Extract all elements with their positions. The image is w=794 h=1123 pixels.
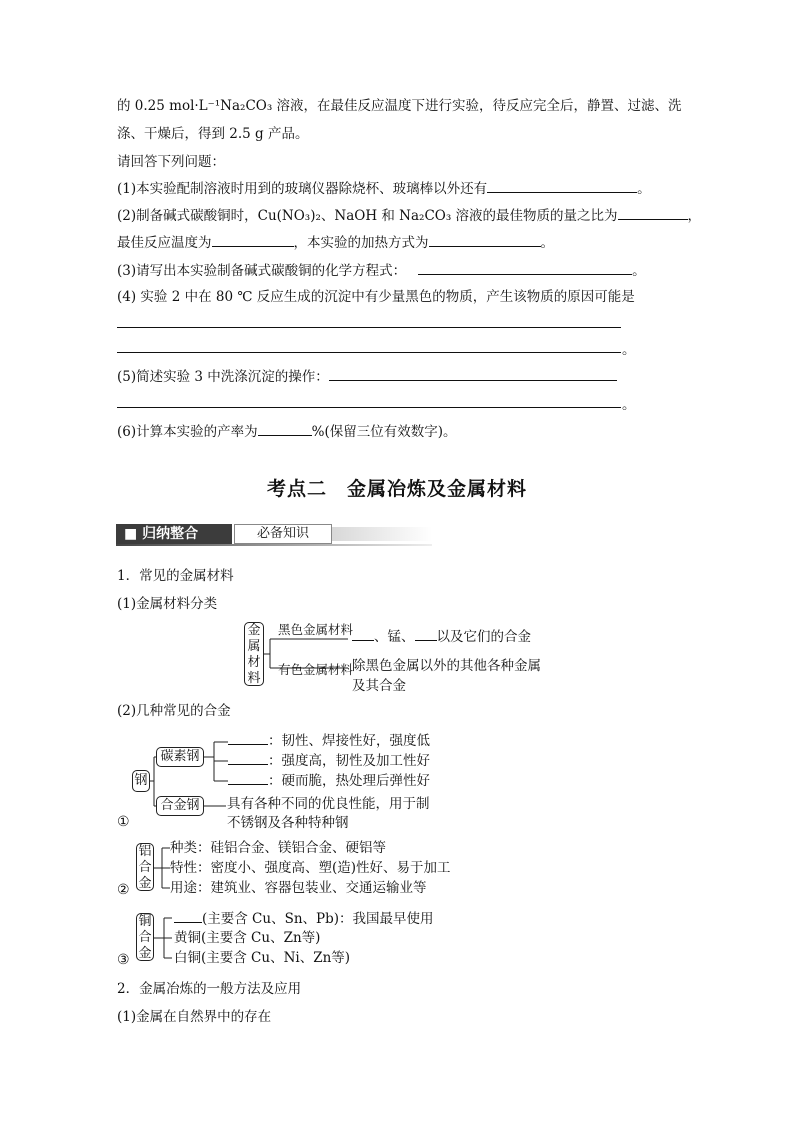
answer-blank-6[interactable] xyxy=(258,421,312,436)
nonferrous-label: 有色金属材料 xyxy=(278,662,354,677)
aluminum-alloy-properties: 特性：密度小、强度高、塑(造)性好、易于加工 xyxy=(170,860,451,876)
aluminum-alloy-uses: 用途：建筑业、容器包装业、交通运输业等 xyxy=(170,880,427,896)
carbon-steel-item-2 xyxy=(228,750,430,771)
copper-alloy-root-label xyxy=(136,914,154,962)
part1-heading: 1．常见的金属材料 xyxy=(117,568,234,584)
steel-blank-2[interactable] xyxy=(228,750,268,765)
question-2-text-b: 最佳反应温度为 xyxy=(117,235,212,251)
cu-root-char-2: 合 xyxy=(138,930,152,945)
answer-blank-3[interactable] xyxy=(418,260,632,275)
answer-blank-2b[interactable] xyxy=(212,232,294,247)
answer-line-4b[interactable] xyxy=(117,352,621,353)
answer-line-4a[interactable] xyxy=(117,327,621,328)
root-char-2: 属 xyxy=(247,639,261,654)
banner-tag: 必备知识 xyxy=(234,524,332,544)
question-2-mid-b: ，本实验的加热方式为 xyxy=(293,235,429,251)
brass-item: 黄铜(主要含 Cu、Zn等) xyxy=(174,930,321,946)
answer-blank-1[interactable] xyxy=(487,178,637,193)
cupronickel-item: 白铜(主要含 Cu、Ni、Zn等) xyxy=(174,950,351,966)
question-1-end: 。 xyxy=(637,181,651,197)
question-4: (4) 实验 2 中在 80 ℃ 反应生成的沉淀中有少量黑色的物质，产生该物质的原因可能是 xyxy=(117,289,635,305)
metal-material-root-label xyxy=(244,623,264,687)
ferrous-desc-b: 以及它们的合金 xyxy=(436,629,531,645)
root-char-4: 料 xyxy=(247,671,261,686)
alloy-steel-desc-1: 具有各种不同的优良性能，用于制 xyxy=(227,796,430,812)
al-root-char-2: 合 xyxy=(138,860,152,875)
part2-heading: 2．金属冶炼的一般方法及应用 xyxy=(117,981,302,997)
question-2-text-a: (2)制备碱式碳酸铜时，Cu(NO₃)₂、NaOH 和 Na₂CO₃ 溶液的最佳物质的量之比为 xyxy=(117,208,618,224)
question-6-text-b: %(保留三位有效数字)。 xyxy=(311,424,457,440)
carbon-steel-item-1-text: ：韧性、焊接性好，强度低 xyxy=(268,733,430,749)
steel-blank-1[interactable] xyxy=(228,730,268,745)
circled-number-1: ① xyxy=(117,814,130,830)
section-banner xyxy=(116,524,432,546)
ferrous-desc-a: 、锰、 xyxy=(374,629,415,645)
carbon-steel-label: 碳素钢 xyxy=(160,749,200,764)
question-2-end-b: 。 xyxy=(540,235,554,251)
question-5 xyxy=(117,366,617,387)
carbon-steel-item-3 xyxy=(228,770,430,791)
carbon-steel-item-2-text: ：强度高，韧性及加工性好 xyxy=(268,753,430,769)
ferrous-blank-1[interactable] xyxy=(352,626,374,641)
cu-root-char-1: 铜 xyxy=(138,914,152,929)
answer-line-5b[interactable] xyxy=(117,407,621,408)
answer-blank-5[interactable] xyxy=(329,366,617,381)
root-char-3: 材 xyxy=(247,655,261,670)
question-6-text-a: (6)计算本实验的产率为 xyxy=(117,424,258,440)
question-5-text: (5)简述实验 3 中洗涤沉淀的操作： xyxy=(117,369,329,385)
aluminum-alloy-types: 种类：硅铝合金、镁铝合金、硬铝等 xyxy=(170,840,386,856)
part1-sub2: (2)几种常见的合金 xyxy=(117,703,231,719)
banner-main-label: ■ 归纳整合 xyxy=(116,524,232,544)
bronze-blank[interactable] xyxy=(174,908,202,923)
bronze-item-text: (主要含 Cu、Sn、Pb)：我国最早使用 xyxy=(202,911,434,927)
question-6 xyxy=(117,421,457,442)
intro-line-1: 的 0.25 mol·L⁻¹Na₂CO₃ 溶液，在最佳反应温度下进行实验，待反应完全后，静置、过滤、洗 xyxy=(117,98,682,114)
al-root-char-3: 金 xyxy=(138,876,152,891)
ferrous-desc xyxy=(352,626,531,647)
nonferrous-desc-2: 及其合金 xyxy=(352,678,406,694)
alloy-steel-desc-2: 不锈钢及各种特种钢 xyxy=(227,815,349,831)
circled-number-2: ② xyxy=(117,882,130,898)
ferrous-blank-2[interactable] xyxy=(415,626,437,641)
steel-root-label: 钢 xyxy=(134,773,148,788)
question-1-text: (1)本实验配制溶液时用到的玻璃仪器除烧杯、玻璃棒以外还有 xyxy=(117,181,488,197)
carbon-steel-item-3-text: ：硬而脆，热处理后弹性好 xyxy=(268,773,430,789)
question-4-end: 。 xyxy=(622,342,636,358)
carbon-steel-item-1 xyxy=(228,730,430,751)
question-2-line-a xyxy=(117,205,701,226)
question-2-line-b xyxy=(117,232,554,253)
steel-blank-3[interactable] xyxy=(228,770,268,785)
section-title: 考点二 金属冶炼及金属材料 xyxy=(266,478,527,500)
questions-prompt: 请回答下列问题： xyxy=(117,154,225,170)
nonferrous-desc-1: 除黑色金属以外的其他各种金属 xyxy=(352,658,541,674)
bronze-item xyxy=(174,908,434,929)
question-5-end: 。 xyxy=(622,397,636,413)
question-3-end: 。 xyxy=(632,263,646,279)
intro-line-2: 涤、干燥后，得到 2.5 g 产品。 xyxy=(117,126,309,142)
answer-blank-2c[interactable] xyxy=(429,232,541,247)
part2-sub1: (1)金属在自然界中的存在 xyxy=(117,1009,272,1025)
alloy-steel-label: 合金钢 xyxy=(160,798,200,813)
ferrous-label: 黑色金属材料 xyxy=(278,622,354,637)
circled-number-3: ③ xyxy=(117,952,130,968)
cu-root-char-3: 金 xyxy=(138,946,152,961)
answer-blank-2a[interactable] xyxy=(618,205,688,220)
part1-sub1: (1)金属材料分类 xyxy=(117,596,218,612)
banner-fade xyxy=(332,527,432,541)
root-char-1: 金 xyxy=(247,623,261,638)
aluminum-alloy-root-label xyxy=(136,844,154,892)
al-root-char-1: 铝 xyxy=(138,844,152,859)
question-1 xyxy=(117,178,651,199)
question-3-text: (3)请写出本实验制备碱式碳酸铜的化学方程式： xyxy=(117,263,407,279)
banner-underline xyxy=(116,544,432,546)
question-3 xyxy=(117,260,646,281)
question-2-end-a: ， xyxy=(687,208,702,224)
